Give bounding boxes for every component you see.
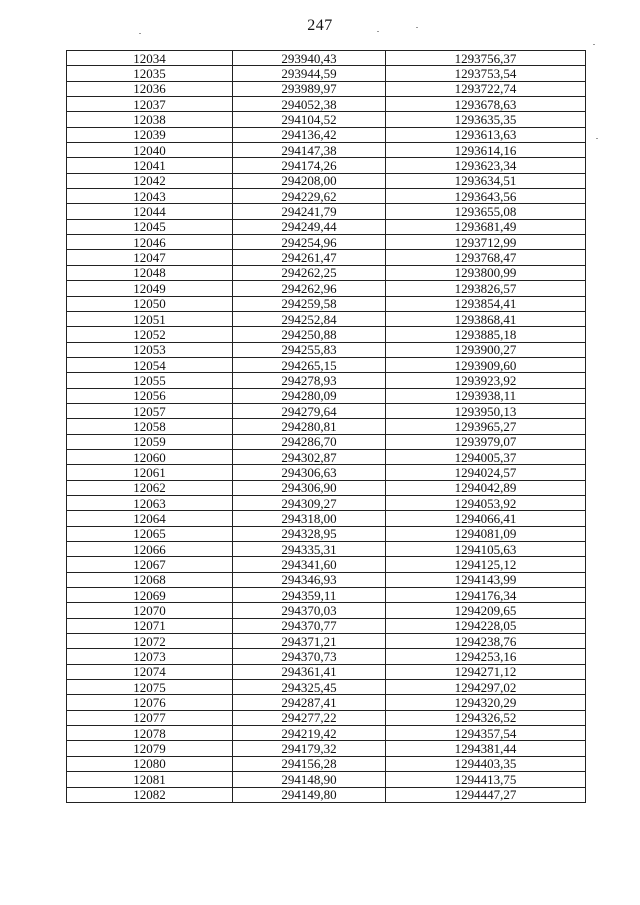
y-coordinate-cell: 1293634,51: [386, 173, 586, 188]
point-number-cell: 12054: [67, 357, 233, 372]
y-coordinate-cell: 1293909,60: [386, 357, 586, 372]
y-coordinate-cell: 1294228,05: [386, 618, 586, 633]
x-coordinate-cell: 294335,31: [233, 542, 386, 557]
point-number-cell: 12055: [67, 373, 233, 388]
x-coordinate-cell: 294280,81: [233, 419, 386, 434]
point-number-cell: 12079: [67, 741, 233, 756]
table-row: [67, 296, 586, 311]
table-row: [67, 603, 586, 618]
y-coordinate-cell: 1294320,29: [386, 695, 586, 710]
point-number-cell: 12057: [67, 403, 233, 418]
y-coordinate-cell: 1294403,35: [386, 756, 586, 771]
point-number-cell: 12071: [67, 618, 233, 633]
y-coordinate-cell: 1293979,07: [386, 434, 586, 449]
table-row: [67, 618, 586, 633]
y-coordinate-cell: 1293800,99: [386, 265, 586, 280]
x-coordinate-cell: 294306,63: [233, 465, 386, 480]
point-number-cell: 12044: [67, 204, 233, 219]
point-number-cell: 12067: [67, 557, 233, 572]
scan-speck: [596, 138, 598, 139]
page-number: 247: [307, 17, 333, 34]
y-coordinate-cell: 1294253,16: [386, 649, 586, 664]
table-row: [67, 756, 586, 771]
point-number-cell: 12035: [67, 66, 233, 81]
x-coordinate-cell: 294325,45: [233, 680, 386, 695]
table-row: [67, 403, 586, 418]
x-coordinate-cell: 294371,21: [233, 634, 386, 649]
table-row: [67, 449, 586, 464]
point-number-cell: 12072: [67, 634, 233, 649]
table-row: [67, 250, 586, 265]
scan-speck: [377, 31, 379, 32]
x-coordinate-cell: 294255,83: [233, 342, 386, 357]
point-number-cell: 12069: [67, 588, 233, 603]
table-row: [67, 51, 586, 66]
x-coordinate-cell: 294341,60: [233, 557, 386, 572]
point-number-cell: 12056: [67, 388, 233, 403]
y-coordinate-cell: 1293681,49: [386, 219, 586, 234]
point-number-cell: 12050: [67, 296, 233, 311]
scan-speck: [139, 33, 141, 34]
point-number-cell: 12042: [67, 173, 233, 188]
y-coordinate-cell: 1293655,08: [386, 204, 586, 219]
x-coordinate-cell: 294262,25: [233, 265, 386, 280]
point-number-cell: 12070: [67, 603, 233, 618]
y-coordinate-cell: 1293678,63: [386, 97, 586, 112]
x-coordinate-cell: 294136,42: [233, 127, 386, 142]
x-coordinate-cell: 294302,87: [233, 449, 386, 464]
table-row: [67, 588, 586, 603]
x-coordinate-cell: 294156,28: [233, 756, 386, 771]
point-number-cell: 12037: [67, 97, 233, 112]
y-coordinate-cell: 1294326,52: [386, 710, 586, 725]
point-number-cell: 12046: [67, 235, 233, 250]
point-number-cell: 12036: [67, 81, 233, 96]
table-row: [67, 189, 586, 204]
table-row: [67, 357, 586, 372]
x-coordinate-cell: 293944,59: [233, 66, 386, 81]
x-coordinate-cell: 294052,38: [233, 97, 386, 112]
coordinates-table-body: [67, 51, 586, 803]
point-number-cell: 12063: [67, 495, 233, 510]
point-number-cell: 12034: [67, 51, 233, 66]
point-number-cell: 12053: [67, 342, 233, 357]
coordinates-table-container: [66, 50, 584, 803]
table-row: [67, 388, 586, 403]
point-number-cell: 12052: [67, 327, 233, 342]
y-coordinate-cell: 1293900,27: [386, 342, 586, 357]
y-coordinate-cell: 1293950,13: [386, 403, 586, 418]
point-number-cell: 12059: [67, 434, 233, 449]
x-coordinate-cell: 294309,27: [233, 495, 386, 510]
table-row: [67, 526, 586, 541]
x-coordinate-cell: 294262,96: [233, 281, 386, 296]
point-number-cell: 12049: [67, 281, 233, 296]
x-coordinate-cell: 294328,95: [233, 526, 386, 541]
table-row: [67, 741, 586, 756]
point-number-cell: 12065: [67, 526, 233, 541]
table-row: [67, 572, 586, 587]
x-coordinate-cell: 294279,64: [233, 403, 386, 418]
x-coordinate-cell: 294219,42: [233, 726, 386, 741]
table-row: [67, 772, 586, 787]
table-row: [67, 787, 586, 802]
y-coordinate-cell: 1293756,37: [386, 51, 586, 66]
point-number-cell: 12066: [67, 542, 233, 557]
y-coordinate-cell: 1294125,12: [386, 557, 586, 572]
x-coordinate-cell: 294104,52: [233, 112, 386, 127]
y-coordinate-cell: 1294024,57: [386, 465, 586, 480]
point-number-cell: 12077: [67, 710, 233, 725]
scan-speck: [416, 27, 418, 28]
table-row: [67, 542, 586, 557]
x-coordinate-cell: 294265,15: [233, 357, 386, 372]
x-coordinate-cell: 294249,44: [233, 219, 386, 234]
table-row: [67, 158, 586, 173]
point-number-cell: 12074: [67, 664, 233, 679]
y-coordinate-cell: 1294381,44: [386, 741, 586, 756]
x-coordinate-cell: 294280,09: [233, 388, 386, 403]
x-coordinate-cell: 294370,77: [233, 618, 386, 633]
table-row: [67, 726, 586, 741]
y-coordinate-cell: 1294081,09: [386, 526, 586, 541]
table-row: [67, 81, 586, 96]
point-number-cell: 12060: [67, 449, 233, 464]
y-coordinate-cell: 1294297,02: [386, 680, 586, 695]
y-coordinate-cell: 1293868,41: [386, 311, 586, 326]
table-row: [67, 664, 586, 679]
x-coordinate-cell: 294149,80: [233, 787, 386, 802]
table-row: [67, 511, 586, 526]
point-number-cell: 12080: [67, 756, 233, 771]
table-row: [67, 710, 586, 725]
x-coordinate-cell: 294148,90: [233, 772, 386, 787]
y-coordinate-cell: 1293768,47: [386, 250, 586, 265]
point-number-cell: 12051: [67, 311, 233, 326]
x-coordinate-cell: 294278,93: [233, 373, 386, 388]
x-coordinate-cell: 294229,62: [233, 189, 386, 204]
y-coordinate-cell: 1294176,34: [386, 588, 586, 603]
point-number-cell: 12040: [67, 143, 233, 158]
y-coordinate-cell: 1293965,27: [386, 419, 586, 434]
x-coordinate-cell: 294174,26: [233, 158, 386, 173]
y-coordinate-cell: 1293635,35: [386, 112, 586, 127]
point-number-cell: 12047: [67, 250, 233, 265]
y-coordinate-cell: 1293623,34: [386, 158, 586, 173]
x-coordinate-cell: 294370,03: [233, 603, 386, 618]
table-row: [67, 495, 586, 510]
scan-speck: [593, 44, 595, 45]
y-coordinate-cell: 1293885,18: [386, 327, 586, 342]
y-coordinate-cell: 1293923,92: [386, 373, 586, 388]
point-number-cell: 12043: [67, 189, 233, 204]
table-row: [67, 557, 586, 572]
y-coordinate-cell: 1293613,63: [386, 127, 586, 142]
point-number-cell: 12068: [67, 572, 233, 587]
table-row: [67, 465, 586, 480]
point-number-cell: 12064: [67, 511, 233, 526]
table-row: [67, 97, 586, 112]
y-coordinate-cell: 1294005,37: [386, 449, 586, 464]
y-coordinate-cell: 1293826,57: [386, 281, 586, 296]
table-row: [67, 143, 586, 158]
table-row: [67, 127, 586, 142]
coordinates-table: [66, 50, 586, 803]
point-number-cell: 12038: [67, 112, 233, 127]
table-row: [67, 66, 586, 81]
y-coordinate-cell: 1294105,63: [386, 542, 586, 557]
y-coordinate-cell: 1294413,75: [386, 772, 586, 787]
x-coordinate-cell: 294277,22: [233, 710, 386, 725]
y-coordinate-cell: 1293614,16: [386, 143, 586, 158]
table-row: [67, 373, 586, 388]
x-coordinate-cell: 294261,47: [233, 250, 386, 265]
x-coordinate-cell: 294208,00: [233, 173, 386, 188]
table-row: [67, 235, 586, 250]
point-number-cell: 12076: [67, 695, 233, 710]
point-number-cell: 12039: [67, 127, 233, 142]
x-coordinate-cell: 293940,43: [233, 51, 386, 66]
point-number-cell: 12041: [67, 158, 233, 173]
point-number-cell: 12062: [67, 480, 233, 495]
y-coordinate-cell: 1293938,11: [386, 388, 586, 403]
point-number-cell: 12058: [67, 419, 233, 434]
point-number-cell: 12081: [67, 772, 233, 787]
y-coordinate-cell: 1294447,27: [386, 787, 586, 802]
x-coordinate-cell: 294346,93: [233, 572, 386, 587]
table-row: [67, 419, 586, 434]
y-coordinate-cell: 1294143,99: [386, 572, 586, 587]
table-row: [67, 265, 586, 280]
point-number-cell: 12082: [67, 787, 233, 802]
point-number-cell: 12078: [67, 726, 233, 741]
table-row: [67, 434, 586, 449]
x-coordinate-cell: 294252,84: [233, 311, 386, 326]
table-row: [67, 634, 586, 649]
x-coordinate-cell: 294287,41: [233, 695, 386, 710]
y-coordinate-cell: 1294271,12: [386, 664, 586, 679]
x-coordinate-cell: 294370,73: [233, 649, 386, 664]
x-coordinate-cell: 294254,96: [233, 235, 386, 250]
y-coordinate-cell: 1293722,74: [386, 81, 586, 96]
y-coordinate-cell: 1293643,56: [386, 189, 586, 204]
y-coordinate-cell: 1294209,65: [386, 603, 586, 618]
table-row: [67, 342, 586, 357]
y-coordinate-cell: 1294066,41: [386, 511, 586, 526]
x-coordinate-cell: 294241,79: [233, 204, 386, 219]
table-row: [67, 480, 586, 495]
y-coordinate-cell: 1293854,41: [386, 296, 586, 311]
point-number-cell: 12075: [67, 680, 233, 695]
table-row: [67, 112, 586, 127]
table-row: [67, 649, 586, 664]
x-coordinate-cell: 293989,97: [233, 81, 386, 96]
table-row: [67, 695, 586, 710]
y-coordinate-cell: 1294238,76: [386, 634, 586, 649]
y-coordinate-cell: 1293712,99: [386, 235, 586, 250]
y-coordinate-cell: 1294053,92: [386, 495, 586, 510]
point-number-cell: 12048: [67, 265, 233, 280]
y-coordinate-cell: 1293753,54: [386, 66, 586, 81]
table-row: [67, 173, 586, 188]
x-coordinate-cell: 294147,38: [233, 143, 386, 158]
x-coordinate-cell: 294250,88: [233, 327, 386, 342]
x-coordinate-cell: 294359,11: [233, 588, 386, 603]
point-number-cell: 12061: [67, 465, 233, 480]
table-row: [67, 311, 586, 326]
x-coordinate-cell: 294306,90: [233, 480, 386, 495]
x-coordinate-cell: 294361,41: [233, 664, 386, 679]
table-row: [67, 327, 586, 342]
table-row: [67, 219, 586, 234]
x-coordinate-cell: 294286,70: [233, 434, 386, 449]
x-coordinate-cell: 294259,58: [233, 296, 386, 311]
point-number-cell: 12073: [67, 649, 233, 664]
table-row: [67, 680, 586, 695]
y-coordinate-cell: 1294357,54: [386, 726, 586, 741]
point-number-cell: 12045: [67, 219, 233, 234]
table-row: [67, 204, 586, 219]
x-coordinate-cell: 294179,32: [233, 741, 386, 756]
table-row: [67, 281, 586, 296]
y-coordinate-cell: 1294042,89: [386, 480, 586, 495]
x-coordinate-cell: 294318,00: [233, 511, 386, 526]
